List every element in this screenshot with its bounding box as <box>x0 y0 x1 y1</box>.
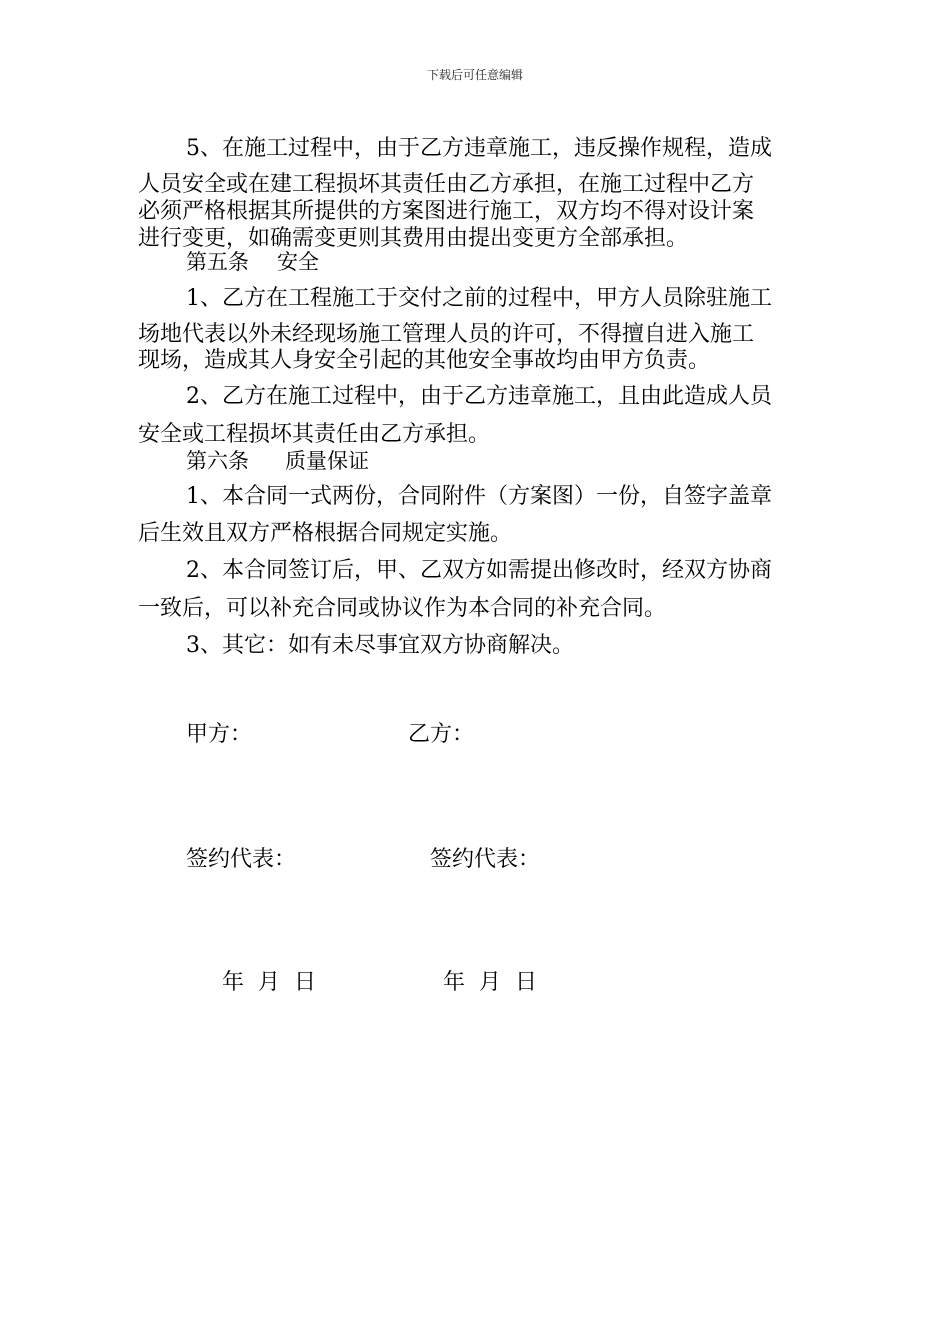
paragraph-line: 必须严格根据其所提供的方案图进行施工，双方均不得对设计案 <box>138 199 755 224</box>
rep-a-label: 签约代表： <box>186 847 297 872</box>
paragraph-line: 一致后，可以补充合同或协议作为本合同的补充合同。 <box>138 596 667 621</box>
section-number: 第五条 <box>186 250 249 274</box>
date-day: 日 <box>515 970 538 995</box>
date-year: 年 <box>222 970 245 995</box>
paragraph-line: 进行变更，如确需变更则其费用由提出变更方全部承担。 <box>138 226 689 251</box>
date-b <box>443 968 551 998</box>
section-heading-6 <box>186 447 369 475</box>
paragraph-line: 1、本合同一式两份，合同附件（方案图）一份，自签字盖章 <box>186 484 772 509</box>
section-heading-5 <box>186 248 319 276</box>
date-day: 日 <box>294 970 317 995</box>
rep-b-label: 签约代表： <box>430 847 541 872</box>
paragraph-line: 安全或工程损坏其责任由乙方承担。 <box>138 422 491 447</box>
page-header: 下载后可任意编辑 <box>426 68 523 82</box>
party-a-label: 甲方： <box>186 722 253 747</box>
section-title: 安全 <box>277 250 319 274</box>
party-b-label: 乙方： <box>408 722 475 747</box>
paragraph-line: 2、乙方在施工过程中，由于乙方违章施工，且由此造成人员 <box>186 384 772 409</box>
paragraph-line: 2、本合同签订后，甲、乙双方如需提出修改时，经双方协商 <box>186 558 772 583</box>
section-title: 质量保证 <box>285 449 369 473</box>
paragraph-line: 场地代表以外未经现场施工管理人员的许可，不得擅自进入施工 <box>138 322 755 347</box>
date-a <box>222 968 330 998</box>
date-year: 年 <box>443 970 466 995</box>
paragraph-line: 3、其它：如有未尽事宜双方协商解决。 <box>186 633 574 658</box>
paragraph-line: 后生效且双方严格根据合同规定实施。 <box>138 521 513 546</box>
date-month: 月 <box>258 970 281 995</box>
paragraph-line: 1、乙方在工程施工于交付之前的过程中，甲方人员除驻施工 <box>186 286 772 311</box>
paragraph-line: 5、在施工过程中，由于乙方违章施工，违反操作规程，造成 <box>186 136 772 161</box>
date-month: 月 <box>479 970 502 995</box>
paragraph-line: 现场，造成其人身安全引起的其他安全事故均由甲方负责。 <box>138 348 711 373</box>
paragraph-line: 人员安全或在建工程损坏其责任由乙方承担，在施工过程中乙方 <box>138 172 755 197</box>
section-number: 第六条 <box>186 449 249 473</box>
